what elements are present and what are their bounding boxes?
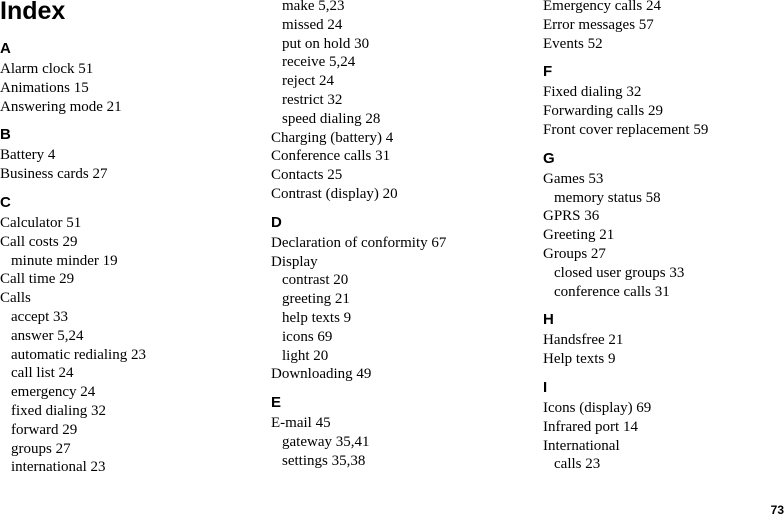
index-entry: Calculator 51 xyxy=(0,214,82,231)
index-column-3 xyxy=(543,0,708,474)
index-subentry: greeting 21 xyxy=(282,291,350,308)
index-subentry: conference calls 31 xyxy=(554,283,670,300)
index-section-letter: D xyxy=(271,213,282,231)
index-entry: Contrast (display) 20 xyxy=(271,185,398,202)
index-group xyxy=(543,379,708,474)
index-entry: Declaration of conformity 67 xyxy=(271,234,447,251)
index-subentry: speed dialing 28 xyxy=(282,110,381,127)
index-entry: Handsfree 21 xyxy=(543,332,624,349)
index-entry: Display xyxy=(271,253,318,270)
index-entry: Greeting 21 xyxy=(543,227,615,244)
index-entry: Downloading 49 xyxy=(271,366,372,383)
index-subentry: gateway 35,41 xyxy=(282,433,370,450)
index-entry: Emergency calls 24 xyxy=(543,0,662,14)
index-subentry: groups 27 xyxy=(11,440,71,457)
index-group xyxy=(0,40,146,116)
index-entry: Call costs 29 xyxy=(0,233,78,250)
index-subentry: automatic redialing 23 xyxy=(11,346,146,363)
index-group xyxy=(543,63,708,139)
index-entry: Answering mode 21 xyxy=(0,98,122,115)
index-entry: Contacts 25 xyxy=(271,167,343,184)
index-entry: Alarm clock 51 xyxy=(0,61,94,77)
index-entry: E-mail 45 xyxy=(271,415,331,432)
index-group xyxy=(271,394,446,470)
index-section-letter: C xyxy=(0,193,11,211)
index-subentry: memory status 58 xyxy=(554,189,661,206)
index-subentry: receive 5,24 xyxy=(282,54,356,71)
index-subentry: international 23 xyxy=(11,459,106,476)
index-subentry: forward 29 xyxy=(11,421,78,438)
index-subentry: reject 24 xyxy=(282,73,335,90)
index-entry: Events 52 xyxy=(543,35,603,52)
index-subentry: emergency 24 xyxy=(11,384,96,401)
index-column-1 xyxy=(0,40,146,477)
index-entry: Games 53 xyxy=(543,170,604,187)
index-entry: Infrared port 14 xyxy=(543,418,638,435)
index-subentry: make 5,23 xyxy=(282,0,345,14)
index-subentry: settings 35,38 xyxy=(282,452,366,469)
index-group xyxy=(543,311,708,369)
index-entry: Battery 4 xyxy=(0,147,56,164)
index-group xyxy=(543,150,708,302)
index-entry: Conference calls 31 xyxy=(271,148,391,165)
index-group xyxy=(543,0,708,53)
index-group xyxy=(0,194,146,477)
index-entry: GPRS 36 xyxy=(543,208,600,225)
index-subentry: call list 24 xyxy=(11,365,74,382)
index-entry: Error messages 57 xyxy=(543,16,654,33)
index-entry: Call time 29 xyxy=(0,271,75,288)
index-subentry: contrast 20 xyxy=(282,272,349,289)
index-entry: Forwarding calls 29 xyxy=(543,103,663,120)
index-group xyxy=(271,214,446,384)
index-subentry: light 20 xyxy=(282,347,329,364)
index-subentry: help texts 9 xyxy=(282,309,352,326)
index-section-letter: B xyxy=(0,126,11,144)
page-number: 73 xyxy=(770,503,784,517)
index-section-letter: E xyxy=(271,394,282,412)
index-entry: Calls xyxy=(0,290,31,307)
index-subentry: accept 33 xyxy=(11,308,69,325)
index-entry: International xyxy=(543,437,620,454)
index-entry: Business cards 27 xyxy=(0,166,108,183)
page-title: Index xyxy=(0,0,66,25)
index-subentry: calls 23 xyxy=(554,456,601,473)
index-section-letter: A xyxy=(0,40,11,57)
index-section-letter: G xyxy=(543,149,555,167)
index-section-letter: F xyxy=(543,63,553,81)
index-subentry: put on hold 30 xyxy=(282,35,370,52)
index-subentry: icons 69 xyxy=(282,328,333,345)
index-column-2 xyxy=(271,0,446,471)
index-group xyxy=(271,0,446,204)
index-entry: Icons (display) 69 xyxy=(543,399,652,416)
index-subentry: minute minder 19 xyxy=(11,252,118,269)
index-subentry: restrict 32 xyxy=(282,91,343,108)
index-subentry: missed 24 xyxy=(282,16,343,33)
index-entry: Groups 27 xyxy=(543,245,606,262)
index-section-letter: H xyxy=(543,311,554,329)
index-subentry: answer 5,24 xyxy=(11,327,84,344)
index-entry: Animations 15 xyxy=(0,79,89,96)
index-subentry: fixed dialing 32 xyxy=(11,402,106,419)
index-group xyxy=(0,126,146,184)
index-section-letter: I xyxy=(543,378,548,396)
index-entry: Fixed dialing 32 xyxy=(543,84,642,101)
index-entry: Charging (battery) 4 xyxy=(271,129,394,146)
index-entry: Help texts 9 xyxy=(543,351,616,368)
index-subentry: closed user groups 33 xyxy=(554,264,685,281)
index-entry: Front cover replacement 59 xyxy=(543,121,709,138)
